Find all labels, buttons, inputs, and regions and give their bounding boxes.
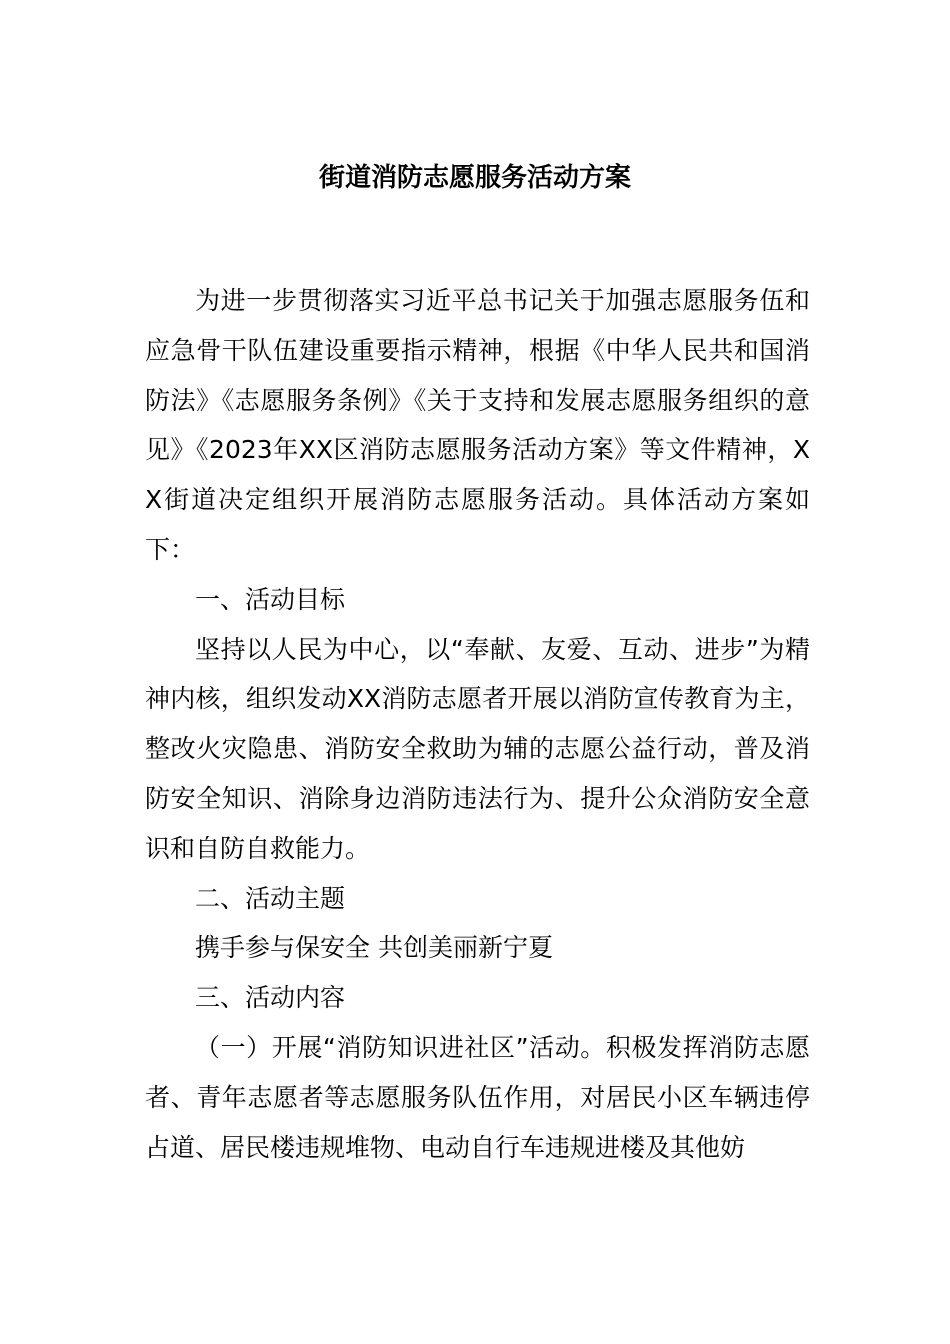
document-title: 街道消防志愿服务活动方案 <box>318 163 631 193</box>
section-heading-goal: 一、活动目标 <box>195 584 346 614</box>
intro-paragraph: 为进一步贯彻落实习近平总书记关于加强志愿服务伍和应急骨干队伍建设重要指示精神，根据《中华人民共和国消防法》《志愿服务条例》《关于支持和发展志愿服务组织的意见》《2023年XX区消防志愿服务活动方案》等文件精神，XX街道决定组织开展消防志愿服务活动。具体活动方案如下： <box>145 286 810 564</box>
section-heading-theme: 二、活动主题 <box>195 883 346 913</box>
goal-paragraph: 坚持以人民为中心，以“奉献、友爱、互动、进步”为精神内核，组织发动XX消防志愿者开展以消防宣传教育为主，整改火灾隐患、消防安全救助为辅的志愿公益行动，普及消防安全知识、消除身边消防违法行为、提升公众消防安全意识和自防自救能力。 <box>145 634 810 863</box>
content-paragraph-1: （一）开展“消防知识进社区”活动。积极发挥消防志愿者、青年志愿者等志愿服务队伍作用，对居民小区车辆违停占道、居民楼违规堆物、电动自行车违规进楼及其他妨 <box>145 1032 810 1162</box>
document-body <box>145 276 810 1172</box>
theme-paragraph: 携手参与保安全 共创美丽新宁夏 <box>195 933 553 963</box>
section-heading-content: 三、活动内容 <box>195 983 346 1013</box>
